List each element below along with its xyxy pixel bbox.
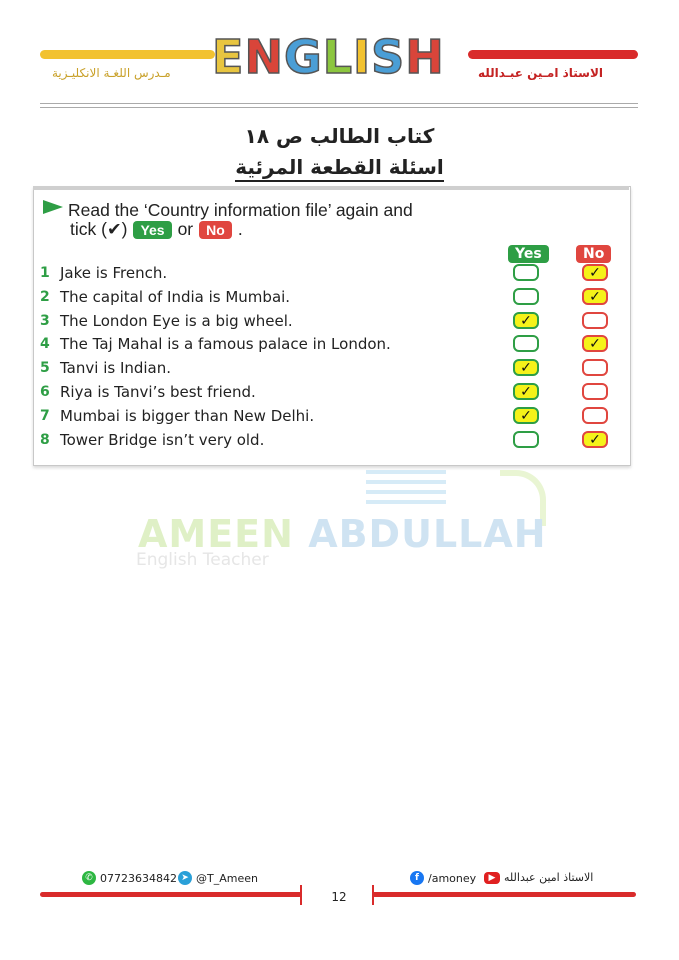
header-divider [40,103,638,104]
logo-letter: N [244,30,284,84]
arrow-icon [43,200,63,214]
instruction-line-1: Read the ‘Country information file’ again and [68,200,413,220]
logo-letter: G [283,30,323,84]
watermark-name-part2: ABDULLAH [308,512,547,556]
exercise-item [40,262,510,284]
footer-youtube [484,871,593,884]
check-icon: ✓ [589,431,601,448]
yes-checkbox[interactable] [513,431,539,448]
header-subtitle-left: مـدرس اللغـة الانكليـزية [52,66,171,80]
telegram-icon: ➤ [178,871,192,885]
logo-letter: S [371,30,406,84]
item-number: 6 [40,384,50,400]
item-number: 8 [40,432,50,448]
instruction-tick: tick (✔) [70,219,128,239]
no-badge: No [199,221,232,239]
item-statement: The London Eye is a big wheel. [60,312,293,330]
exercise-item [40,310,510,332]
footer-telegram [178,871,258,885]
yes-checkbox[interactable] [513,288,539,305]
instruction-period: . [237,219,243,239]
column-header-no-label: No [576,245,611,263]
watermark-role: English Teacher [136,550,269,570]
instruction-or: or [177,219,194,239]
facebook-icon: f [410,871,424,885]
no-checkbox[interactable] [582,288,608,305]
no-checkbox[interactable] [582,335,608,352]
instruction-line-2 [70,219,243,240]
item-number: 1 [40,265,50,281]
footer-phone-text: 07723634842 [100,871,177,885]
whatsapp-icon: ✆ [82,871,96,885]
logo-letter: E [212,30,245,84]
no-checkbox[interactable] [582,359,608,376]
yes-checkbox[interactable] [513,335,539,352]
watermark-lines [366,470,446,510]
yes-checkbox[interactable] [513,407,539,424]
yes-checkbox[interactable] [513,383,539,400]
footer-youtube-text: الاستاذ امين عبدالله [504,871,594,884]
header-bar-right [468,50,638,59]
item-statement: Tower Bridge isn’t very old. [60,431,265,449]
no-checkbox[interactable] [582,407,608,424]
youtube-icon: ▶ [484,872,500,884]
yes-checkbox[interactable] [513,312,539,329]
exercise-item [40,381,510,403]
item-statement: The Taj Mahal is a famous palace in London. [60,335,391,353]
logo-letter: L [322,30,354,84]
logo-letter: H [405,30,445,84]
item-number: 4 [40,336,50,352]
item-statement: Tanvi is Indian. [60,359,172,377]
column-header-yes-label: Yes [508,245,549,263]
exercise-item [40,333,510,355]
logo-letter: I [353,30,372,84]
check-icon: ✓ [589,288,601,305]
item-statement: Riya is Tanvi’s best friend. [60,383,256,401]
footer-telegram-text: @T_Ameen [196,871,258,885]
page-title: كتاب الطالب ص ١٨ [244,124,435,148]
item-number: 3 [40,313,50,329]
yes-badge: Yes [133,221,171,239]
yes-checkbox[interactable] [513,264,539,281]
no-checkbox[interactable] [582,312,608,329]
exercise-item [40,429,510,451]
item-number: 7 [40,408,50,424]
no-checkbox[interactable] [582,431,608,448]
page-subtitle-text: اسئلة القطعة المرئية [235,155,444,182]
footer-bar-left [40,892,302,897]
check-icon: ✓ [520,407,532,424]
header-bar-left [40,50,215,59]
exercise-item [40,357,510,379]
item-number: 2 [40,289,50,305]
footer-divider-right [372,885,374,905]
check-icon: ✓ [589,335,601,352]
page-number: 12 [331,890,347,904]
no-checkbox[interactable] [582,383,608,400]
check-icon: ✓ [520,359,532,376]
yes-checkbox[interactable] [513,359,539,376]
item-number: 5 [40,360,50,376]
no-checkbox[interactable] [582,264,608,281]
item-statement: The capital of India is Mumbai. [60,288,291,306]
english-logo [212,30,445,84]
header-subtitle-right: الاستاذ امـين عبـدالله [478,66,604,80]
header-divider [40,107,638,108]
exercise-box-top-edge [33,186,629,190]
check-icon: ✓ [520,383,532,400]
footer-facebook [410,871,476,885]
footer-bar-right [372,892,636,897]
check-icon: ✓ [589,264,601,281]
page-subtitle [0,155,679,179]
item-statement: Jake is French. [60,264,168,282]
footer-divider-left [300,885,302,905]
exercise-item [40,405,510,427]
column-header-yes [508,243,550,263]
check-icon: ✓ [520,312,532,329]
item-statement: Mumbai is bigger than New Delhi. [60,407,315,425]
exercise-item [40,286,510,308]
watermark-name-part1: AMEEN [138,512,294,556]
footer-phone [82,871,177,885]
footer-facebook-text: /amoney [428,871,477,885]
column-header-no [576,243,616,263]
